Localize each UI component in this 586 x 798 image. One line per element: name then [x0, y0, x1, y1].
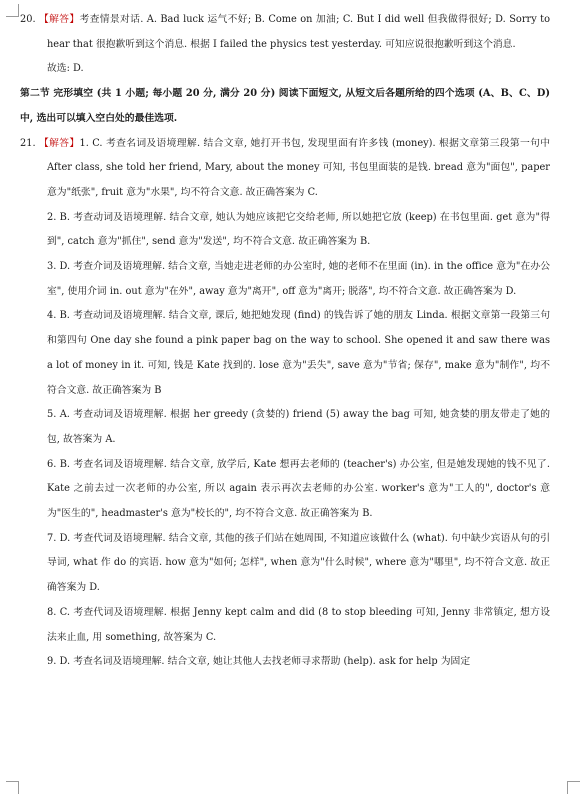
blank-explanation-4: 4. B. 考查动词及语境理解. 结合文章, 课后, 她把她发现 (find) 的钱告诉了她的朋友 Linda. 根据文章第一段第三句和第四句 One day she found a pink paper bag on the way to school. She opened it and saw there was a lot of money in it. 可知, 钱是 Kate 找到的. lose 意为"丢失", save 意为"节省; 保存", make 意为"制作", 均不符合文意. 故正确答案为 B — [47, 310, 550, 396]
crop-mark-bottom-left — [6, 781, 19, 794]
blank-explanation-3: 3. D. 考查介词及语境理解. 结合文章, 当她走进老师的办公室时, 她的老师不在里面 (in). in the office 意为"在办公室", 使用介词 in. out 意为"在外", away 意为"离开", off 意为"离开; 脱落", 均不符合文意. 故正确答案为 D. — [47, 261, 550, 297]
question-number: 21. — [20, 137, 36, 149]
document-page — [20, 8, 550, 675]
answer-text: 1. C. 考查名词及语境理解. 结合文章, 她打开书包, 发现里面有许多钱 (money). 根据文章第三段第一句中 After class, she told her friend, Mary, about the money 可知, 书包里面装的是钱. bread 意为"面包", paper 意为"纸张", fruit 意为"水果", 均不符合文意. 故正确答案为 C. — [47, 137, 550, 198]
answer-text: 考查情景对话. A. Bad luck 运气不好; B. Come on 加油; C. But I did well 但我做得很好; D. Sorry to hear that 很抱歉听到这个消息. 根据 I failed the physics test yesterday. 可知应说很抱歉听到这个消息. — [47, 14, 550, 50]
blank-explanation-5: 5. A. 考查动词及语境理解. 根据 her greedy (贪婪的) friend (5) away the bag 可知, 她贪婪的朋友带走了她的包, 故答案为 A. — [47, 409, 550, 445]
crop-mark-top-left — [6, 4, 19, 17]
answer-21 — [20, 132, 550, 206]
section-heading: 第二节 完形填空 (共 1 小题; 每小题 20 分, 满分 20 分) 阅读下面短文, 从短文后各题所给的四个选项 (A、B、C、D) 中, 选出可以填入空白处的最佳选项. — [20, 88, 550, 124]
blank-explanation-7: 7. D. 考查代词及语境理解. 结合文章, 其他的孩子们站在她周围, 不知道应该做什么 (what). 句中缺少宾语从句的引导词, what 作 do 的宾语. how 意为"如何; 怎样", when 意为"什么时候", where 意为"哪里", 均不符合文意. 故正确答案为 D. — [47, 532, 550, 594]
blank-explanation-8: 8. C. 考查代词及语境理解. 根据 Jenny kept calm and did (8 to stop bleeding 可知, Jenny 非常镇定, 想方设法来止血, 用 something, 故答案为 C. — [47, 606, 550, 643]
question-number: 20. — [20, 14, 36, 25]
blank-explanation-6: 6. B. 考查名词及语境理解. 结合文章, 放学后, Kate 想再去老师的 (teacher's) 办公室, 但是她发现她的钱不见了. Kate 之前去过一次老师的办公室, 所以 again 表示再次去老师的办公室. worker's 意为"工人的", doctor's 意为"医生的", headmaster's 意为"校长的", 均不符合文意. 故正确答案为 B. — [47, 458, 550, 520]
answer-tag: 【解答】 — [39, 137, 80, 149]
crop-mark-bottom-right — [567, 781, 580, 794]
conclusion-line: 故选: D. — [47, 63, 84, 75]
answer-tag: 【解答】 — [39, 14, 80, 25]
blank-explanation-2: 2. B. 考查动词及语境理解. 结合文章, 她认为她应该把它交给老师, 所以她把它放 (keep) 在书包里面. get 意为"得到", catch 意为"抓住", send 意为"发送", 均不符合文意. 故正确答案为 B. — [47, 211, 550, 248]
answer-20 — [20, 8, 550, 57]
blank-explanation-9: 9. D. 考查名词及语境理解. 结合文章, 她让其他人去找老师寻求帮助 (help). ask for help 为固定 — [47, 656, 471, 668]
